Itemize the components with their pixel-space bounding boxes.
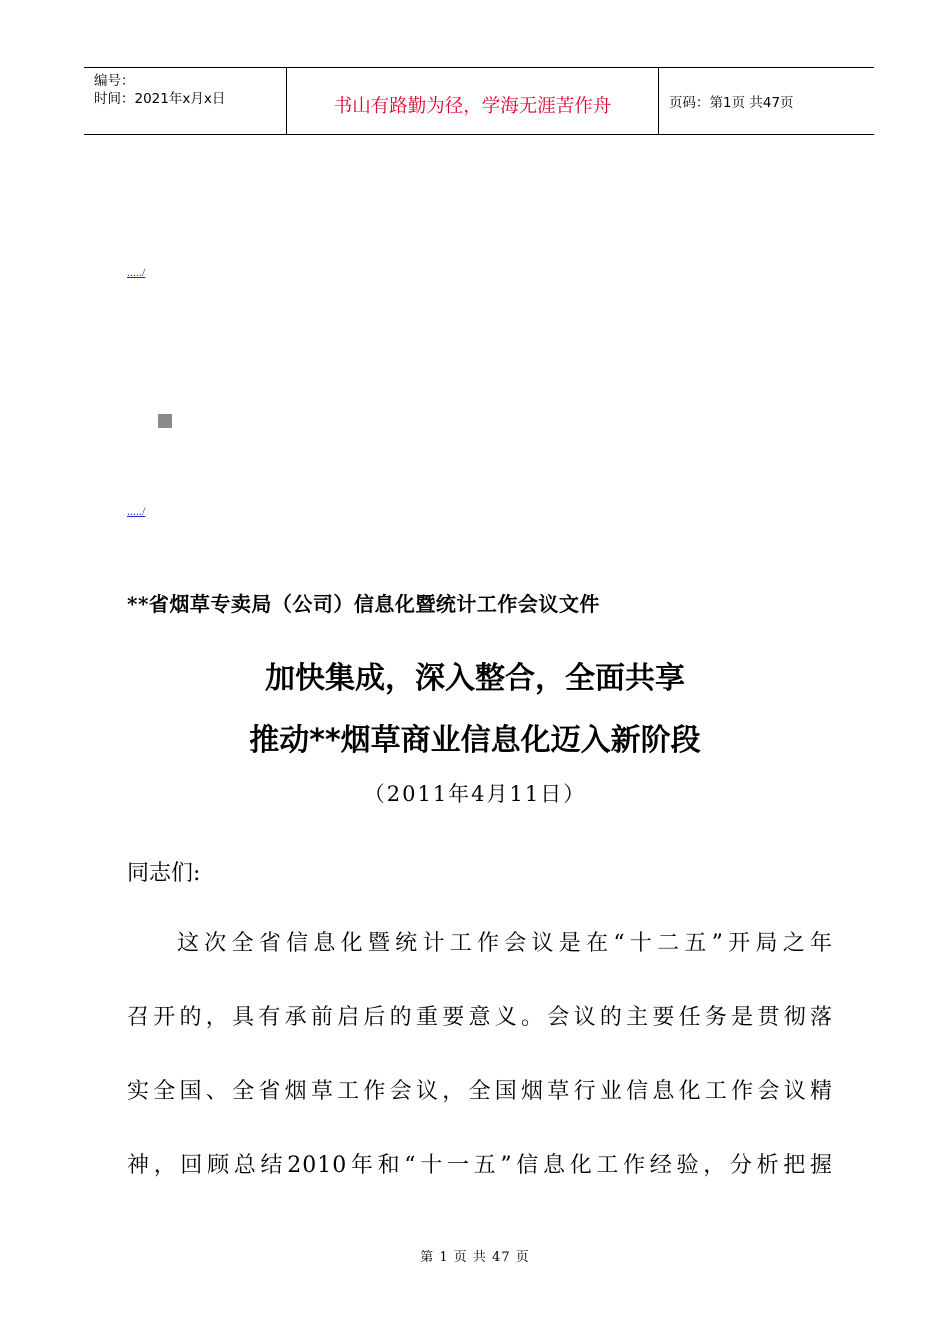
bottom-link[interactable]: ...../ bbox=[127, 504, 146, 518]
document-time-label: 时间：2021年x月x日 bbox=[94, 91, 226, 107]
document-number-label: 编号： bbox=[94, 73, 135, 89]
page-header-table bbox=[84, 67, 874, 135]
document-date: （2011年4月11日） bbox=[363, 782, 587, 806]
top-link[interactable]: ...../ bbox=[127, 265, 146, 279]
document-title-line-2: 推动**烟草商业信息化迈入新阶段 bbox=[249, 723, 701, 758]
body-line: 这次全省信息化暨统计工作会议是在“十二五”开局之年 bbox=[177, 931, 833, 956]
body-line: 召开的，具有承前启后的重要意义。会议的主要任务是贯彻落 bbox=[127, 1005, 833, 1030]
body-line: 实全国、全省烟草工作会议，全国烟草行业信息化工作会议精 bbox=[127, 1079, 833, 1104]
document-subtitle: **省烟草专卖局（公司）信息化暨统计工作会议文件 bbox=[127, 592, 600, 616]
header-left-cell bbox=[84, 68, 286, 134]
document-title-line-1: 加快集成，深入整合，全面共享 bbox=[265, 661, 685, 696]
header-right-cell bbox=[659, 68, 874, 134]
header-motto-cell bbox=[286, 68, 659, 134]
salutation: 同志们: bbox=[127, 861, 201, 886]
header-page-info: 页码：第1页 共47页 bbox=[669, 95, 794, 111]
header-motto: 书山有路勤为径，学海无涯苦作舟 bbox=[333, 96, 612, 117]
page-footer: 第 1 页 共 47 页 bbox=[420, 1250, 530, 1265]
body-line: 神，回顾总结2010年和“十一五”信息化工作经验，分析把握 bbox=[127, 1153, 833, 1178]
image-placeholder-icon bbox=[158, 414, 172, 428]
